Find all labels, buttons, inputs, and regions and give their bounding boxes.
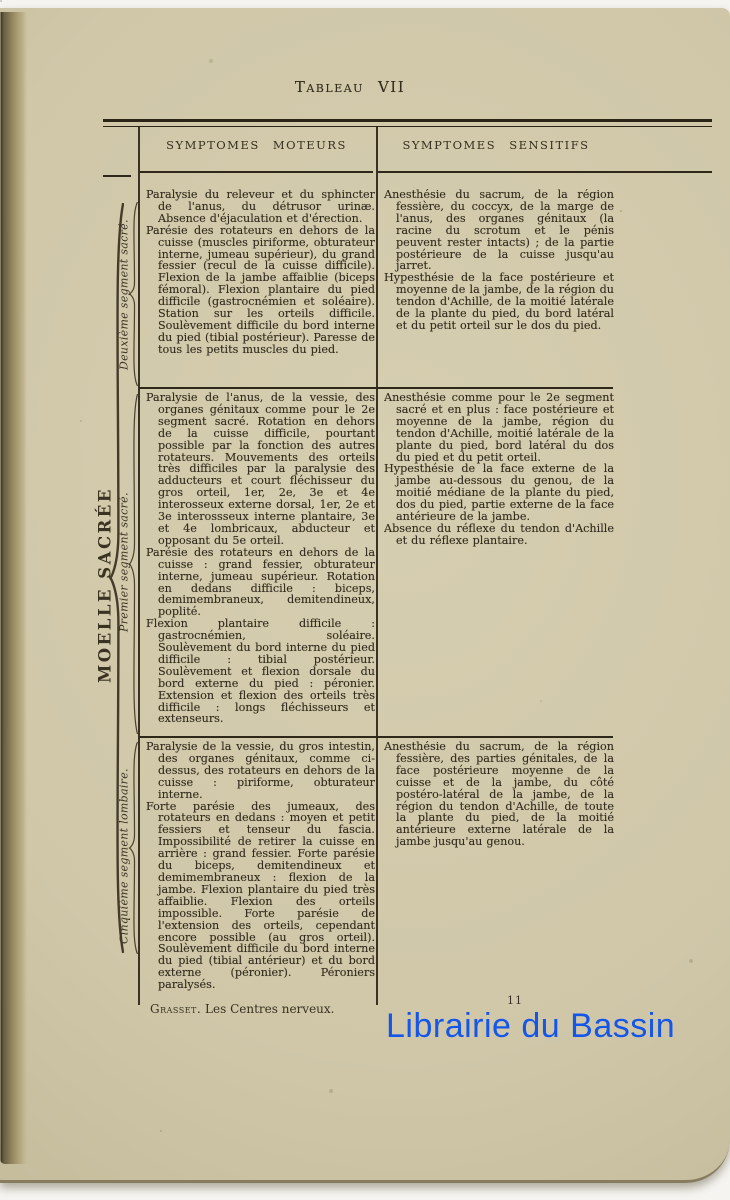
sensitif-header-rule (378, 171, 712, 173)
row-separator-2 (139, 736, 613, 738)
cell-sensitif-row-1: Anesthésie du sacrum, de la région fessière, du coccyx, de la marge de l'anus, des organes génitaux (la racine du scrotum et le pénis peuvent rester intacts) ; de la partie postérieure de la cuisse jusqu'au jarret. Hypesthésie de la face postérieure et moyenne de la jambe, de la région du tendon d'Achille, de la moitié latérale de la plante du pied, du bord latéral et du petit orteil sur le dos du pied. (384, 189, 614, 332)
cell-sensitif-row-2: Anesthésie comme pour le 2e segment sacré et en plus : face postérieure et moyenne de la jambe, région du tendon d'Achille, moitié latérale de la plante du pied, bord latéral du dos du pied et du petit orteil. Hypesthésie de la face externe de la jambe au-dessous du genou, de la moitié médiane de la plante du pied, dos du pied, partie externe de la face antérieure de la jambe. Absence du réflexe du tendon d'Achille et du réflexe plantaire. (384, 392, 614, 547)
column-header-moteurs: SYMPTOMES MOTEURS (166, 138, 347, 152)
segment-label-cinquieme-lombaire: Cinquième segment lombaire. (117, 768, 131, 944)
page-number: 11 (507, 994, 523, 1007)
row-separator-1 (139, 387, 613, 389)
column-divider (376, 127, 378, 1005)
cell-sensitif-row-3: Anesthésie du sacrum, de la région fessière, des parties génitales, de la face postérieure moyenne de la cuisse et de la jambe, du côté postéro-latéral de la jambe, de la région du tendon d'Achille, de toute la plante du pied, de la moitié antérieure externe latérale de la jambe jusqu'au genou. (384, 741, 614, 849)
page-title-label: Tableau (294, 78, 364, 96)
page-title (230, 78, 470, 96)
footer-source (150, 1002, 334, 1016)
cell-moteur-row-1: Paralysie du releveur et du sphincter de l'anus, du détrusor urinæ. Absence d'éjaculation et d'érection. Parésie des rotateurs en dehors de la cuisse (muscles piriforme, obturateur interne, jumeau supérieur), du grand fessier (recul de la cuisse difficile). Flexion de la jambe affaiblie (biceps fémoral). Flexion plantaire du pied difficile (gastrocnémien et soléaire). Station sur les orteils difficile. Soulèvement difficile du bord interne du pied (tibial postérieur). Paresse de tous les petits muscles du pied. (146, 189, 375, 356)
page-specks (0, 0, 2, 2)
watermark-text: Librairie du Bassin (386, 1007, 676, 1045)
label-column-header-rule (103, 175, 131, 177)
segment-label-premier-sacre: Premier segment sacré. (117, 492, 131, 632)
cell-moteur-row-3: Paralysie de la vessie, du gros intestin, des organes génitaux, comme ci-dessus, des rotateurs en dehors de la cuisse : piriforme, obturateur interne. Forte parésie des jumeaux, des rotateurs en dedans : moyen et petit fessiers et tenseur du fascia. Impossibilité de retirer la cuisse en arrière : grand fessier. Forte parésie du biceps, demitendineux et demimembraneux : flexion de la jambe. Flexion plantaire du pied très affaiblie. Flexion des orteils impossible. Forte parésie de l'extension des orteils, cependant encore possible (au gros orteil). Soulèvement difficile du bord interne du pied (tibial antérieur) et du bord externe (péronier). Péroniers paralysés. (146, 741, 375, 992)
segment-label-deuxieme-sacre: Deuxième segment sacré. (117, 219, 131, 371)
book-page-edges (0, 12, 27, 1164)
label-column-divider (138, 127, 140, 1005)
column-header-sensitifs: SYMPTOMES SENSITIFS (402, 138, 590, 152)
footer-author: Grasset. (150, 1002, 202, 1016)
page-title-numeral: VII (377, 78, 406, 96)
cell-moteur-row-2: Paralysie de l'anus, de la vessie, des organes génitaux comme pour le 2e segment sacré. Rotation en dehors de la cuisse difficile, pourtant possible par la fonction des autres rotateurs. Mouvements des orteils très difficiles par la paralysie des adducteurs et court fléchisseur du gros orteil, 1er, 2e, 3e et 4e interosseux externe dorsal, 1er, 2e et 3e interossseux interne plantaire, 3e et 4e lombricaux, abducteur et opposant du 5e orteil. Parésie des rotateurs en dehors de la cuisse : grand fessier, obturateur interne, jumeau supérieur. Rotation en dedans difficile : biceps, demimembraneux, demitendineux, poplité. Flexion plantaire difficile : gastrocnémien, soléaire. Soulèvement du bord interne du pied difficile : tibial postérieur. Soulèvement et flexion dorsale du bord externe du pied : péronier. Extension et flexion des orteils très difficile : longs fléchisseurs et extenseurs. (146, 392, 375, 726)
moteur-header-rule (139, 171, 373, 173)
table-top-double-rule (103, 119, 712, 127)
footer-work: Les Centres nerveux. (205, 1002, 335, 1016)
side-label-moelle-sacree: MOELLE SACRÉE (95, 487, 115, 684)
